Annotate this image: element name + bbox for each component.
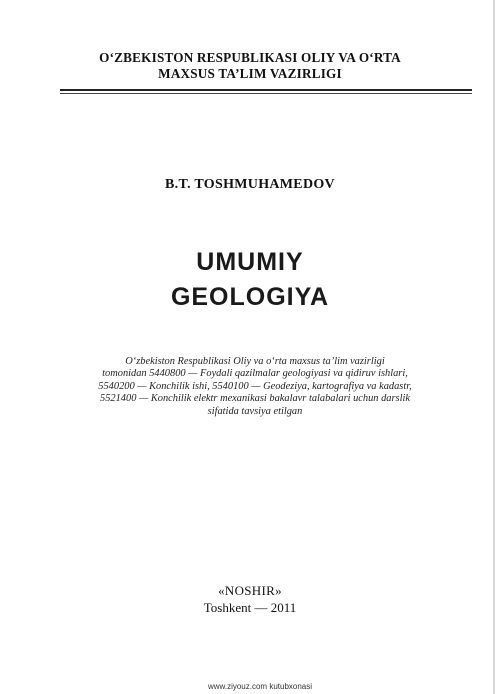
publication-place-year: Toshkent — 2011	[203, 600, 297, 615]
approval-note-line-2: tomonidan 5440800 — Foydali qazilmalar geologiyasi va qidiruv ishlari,	[102, 368, 408, 379]
approval-note-line-1: O‘zbekiston Respublikasi Oliy va o‘rta maxsus ta’lim vazirligi	[125, 356, 385, 367]
book-title-line-2: GEOLOGIYA	[170, 283, 330, 311]
approval-note-line-4: 5521400 — Konchilik elektr mexanikasi bakalavr talabalari uchun darslik	[100, 393, 410, 404]
header-rule-thin	[60, 93, 472, 94]
author-name: B.T. TOSHMUHAMEDOV	[165, 177, 335, 192]
book-title-line-1: UMUMIY	[196, 248, 304, 276]
ministry-name-line-2: MAXSUS TA’LIM VAZIRLIGI	[158, 66, 342, 81]
header-rule-thick	[60, 89, 472, 91]
approval-note-line-3: 5540200 — Konchilik ishi, 5540100 — Geodeziya, kartografiya va kadastr,	[98, 381, 412, 392]
publisher-name: «NOSHIR»	[218, 583, 282, 598]
page-edge	[493, 0, 495, 694]
source-watermark-link[interactable]: www.ziyouz.com kutubxonasi	[207, 682, 313, 691]
approval-note-line-5: sifatida tavsiya etilgan	[207, 406, 303, 417]
ministry-name-line-1: O‘ZBEKISTON RESPUBLIKASI OLIY VA O‘RTA	[99, 50, 401, 65]
